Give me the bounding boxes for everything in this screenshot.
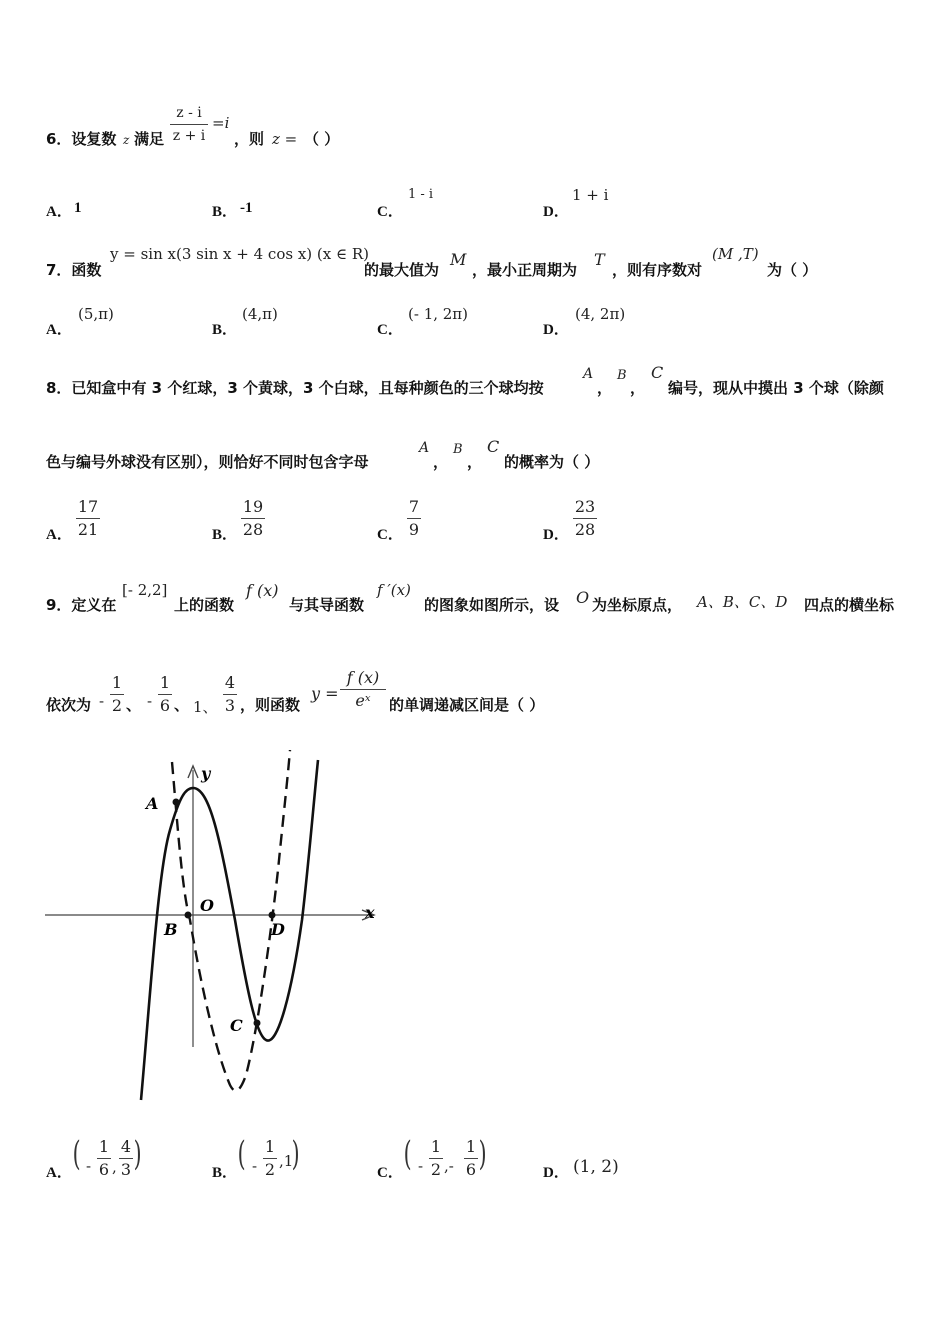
q9-option-a-sign: - [86, 1157, 92, 1175]
q8-option-c-letter: C． [377, 527, 403, 543]
q9-option-c-frac-1 [429, 1137, 443, 1180]
q9-x1-den: 2 [111, 696, 123, 715]
q7-option-a-value: (5,π) [78, 305, 114, 323]
q8-option-c-den: 9 [408, 520, 420, 539]
q9-text-2: 与其导函数 [289, 596, 365, 614]
point-d [269, 912, 276, 919]
q6-option-d-value: 1 + i [572, 186, 609, 204]
q9-option-a-rparen: ) [133, 1134, 142, 1174]
q6-option-a-letter: A． [46, 204, 72, 220]
q9-x2-den: 6 [159, 696, 171, 715]
q9-option-c-n2: 1 [465, 1137, 477, 1156]
q6-lead: 6．设复数 [46, 130, 117, 148]
q8-line2-letter-b: B [453, 442, 463, 457]
q9-y-eq: y = [311, 684, 339, 703]
q9-x1-num: 1 [111, 673, 123, 692]
label-c: C [230, 1016, 243, 1035]
q7-option-d-value: (4, 2π) [575, 305, 626, 323]
q9-origin-o: O [576, 588, 590, 607]
q9-x1-sep: 、 [126, 696, 142, 714]
q9-y-fraction [340, 668, 386, 711]
q8-line2-tail: 的概率为（ ） [504, 453, 600, 471]
q6-frac-den: z + i [172, 128, 206, 144]
q7-option-b-value: (4,π) [242, 305, 278, 323]
label-o: O [200, 896, 214, 915]
q9-x2-fraction [158, 673, 172, 716]
q9-fprime-x: f ′(x) [377, 581, 411, 599]
q7-var-t: T [594, 250, 605, 269]
q7-var-m: M [450, 250, 467, 269]
q8-line1-tail: 编号，现从中摸出 3 个球（除颜 [668, 379, 884, 397]
q7-option-c-value: (- 1, 2π) [408, 305, 469, 323]
q8-option-d-letter: D． [543, 527, 569, 543]
q8-comma-2: ， [630, 379, 646, 397]
q9-option-d-value: (1, 2) [573, 1157, 619, 1177]
q9-option-a-d1: 6 [98, 1160, 110, 1179]
q8-letter-a: A [583, 366, 594, 382]
q7-lead: 7．函数 [46, 261, 102, 279]
q7-option-a-letter: A． [46, 322, 72, 338]
q6-option-a-value: 1 [74, 200, 82, 216]
q9-option-a-n1: 1 [98, 1137, 110, 1156]
q9-x2-num: 1 [159, 673, 171, 692]
label-a: A [146, 794, 159, 813]
q8-option-b-fraction [241, 497, 265, 540]
q6-paren: （ ） [304, 130, 340, 148]
q9-option-b-d1: 2 [264, 1160, 276, 1179]
q9-fx: f (x) [246, 581, 279, 600]
q7-function: y = sin x(3 sin x + 4 cos x) (x ∈ R) [110, 245, 369, 263]
q6-option-d-letter: D． [543, 204, 569, 220]
q6-z-eq: z = [272, 130, 298, 148]
q9-option-c-n1: 1 [430, 1137, 442, 1156]
q7-pair: (M ,T) [712, 245, 759, 263]
q9-option-a-letter: A． [46, 1165, 72, 1181]
q8-option-d-fraction [573, 497, 597, 540]
q9-option-a-n2: 4 [120, 1137, 132, 1156]
q9-graph [40, 750, 385, 1110]
q7-text-3: ，则有序数对 [612, 261, 703, 279]
q9-option-a-comma: , [112, 1158, 117, 1176]
q9-x1-sign: - [99, 692, 105, 710]
q8-option-d-den: 28 [574, 520, 596, 539]
point-a [173, 799, 180, 806]
q7-option-c-letter: C． [377, 322, 403, 338]
q6-eq: =i [212, 114, 230, 132]
q9-option-b-letter: B． [212, 1165, 238, 1181]
q9-option-c-sign: - [418, 1157, 424, 1175]
q9-text-3: 的图象如图所示，设 [424, 596, 560, 614]
q7-text-1: 的最大值为 [364, 261, 440, 279]
point-b [185, 912, 192, 919]
q8-letter-b: B [617, 368, 627, 383]
q9-option-b-rparen: ) [291, 1134, 300, 1174]
q8-option-a-den: 21 [77, 520, 99, 539]
q9-option-c-d2: 6 [465, 1160, 477, 1179]
q8-line2-letter-a: A [419, 440, 430, 456]
q8-option-a-num: 17 [77, 497, 99, 516]
q9-option-c-letter: C． [377, 1165, 403, 1181]
q6-option-b-letter: B． [212, 204, 238, 220]
q9-option-c-frac-2 [464, 1137, 478, 1180]
q9-text-5: 四点的横坐标 [804, 596, 895, 614]
q7-text-4: 为（ ） [767, 261, 818, 279]
q8-letter-c: C [651, 363, 664, 382]
q8-option-d-num: 23 [574, 497, 596, 516]
q9-option-a-lparen: ( [72, 1134, 81, 1174]
q9-option-b-n1: 1 [264, 1137, 276, 1156]
q8-option-a-letter: A． [46, 527, 72, 543]
q8-line2-lead: 色与编号外球没有区别），则恰好不同时包含字母 [46, 453, 369, 471]
q9-x3: 1、 [193, 698, 218, 716]
q9-option-b-sign: - [252, 1157, 258, 1175]
q9-option-a-d2: 3 [120, 1160, 132, 1179]
q8-option-c-fraction [407, 497, 421, 540]
q8-line2-letter-c: C [487, 437, 500, 456]
q8-line2-comma-2: ， [467, 453, 483, 471]
q9-option-c-d1: 2 [430, 1160, 442, 1179]
q9-text-1: 上的函数 [174, 596, 235, 614]
q8-option-b-num: 19 [242, 497, 264, 516]
label-x: x [365, 903, 375, 922]
q8-option-b-den: 28 [242, 520, 264, 539]
q9-line2-lead: 依次为 [46, 696, 92, 714]
q6-frac-num: z - i [176, 105, 202, 121]
q7-option-b-letter: B． [212, 322, 238, 338]
label-b: B [164, 920, 178, 939]
q9-y-num: f (x) [346, 668, 380, 687]
q9-text-6: ，则函数 [240, 696, 301, 714]
q9-option-b-lparen: ( [237, 1134, 246, 1174]
q9-option-c-mid: ,- [444, 1157, 454, 1175]
q8-option-a-fraction [76, 497, 100, 540]
q9-option-c-lparen: ( [403, 1134, 412, 1174]
q6-option-b-value: -1 [240, 200, 253, 216]
point-c [254, 1020, 261, 1027]
q8-option-c-num: 7 [408, 497, 420, 516]
q9-interval: [- 2,2] [122, 581, 168, 599]
q9-option-a-frac-2 [119, 1137, 133, 1180]
q9-x4-fraction [223, 673, 237, 716]
q9-option-b-tail: ,1 [279, 1152, 294, 1170]
q8-line1-lead: 8．已知盒中有 3 个红球，3 个黄球，3 个白球，且每种颜色的三个球均按 [46, 379, 544, 397]
q9-x2-sign: - [147, 692, 153, 710]
q6-fraction [170, 103, 208, 146]
q9-option-a-frac-1 [97, 1137, 111, 1180]
q9-y-den: eˣ [355, 691, 371, 710]
q8-option-b-letter: B． [212, 527, 238, 543]
q9-x1-fraction [110, 673, 124, 716]
q9-text-7: 的单调递减区间是（ ） [389, 696, 545, 714]
q9-x4-den: 3 [224, 696, 236, 715]
q9-option-b-frac [263, 1137, 277, 1180]
q9-text-4: 为坐标原点， [592, 596, 683, 614]
q7-text-2: ，最小正周期为 [472, 261, 578, 279]
q8-comma-1: ， [597, 379, 613, 397]
q6-satisfy: 满足 [134, 130, 165, 148]
q9-x2-sep: 、 [174, 696, 190, 714]
q9-points: A、B、C、D [697, 593, 788, 611]
q8-line2-comma-1: ， [433, 453, 449, 471]
q6-var-z: z [123, 133, 130, 147]
q9-option-d-letter: D． [543, 1165, 569, 1181]
q6-then: ，则 [234, 130, 265, 148]
label-d: D [271, 920, 285, 939]
q9-option-c-rparen: ) [478, 1134, 487, 1174]
q6-option-c-letter: C． [377, 204, 403, 220]
q9-lead: 9．定义在 [46, 596, 117, 614]
q6-option-c-value: 1 - i [408, 187, 434, 202]
q9-x4-num: 4 [224, 673, 236, 692]
label-y: y [201, 764, 211, 783]
q7-option-d-letter: D． [543, 322, 569, 338]
